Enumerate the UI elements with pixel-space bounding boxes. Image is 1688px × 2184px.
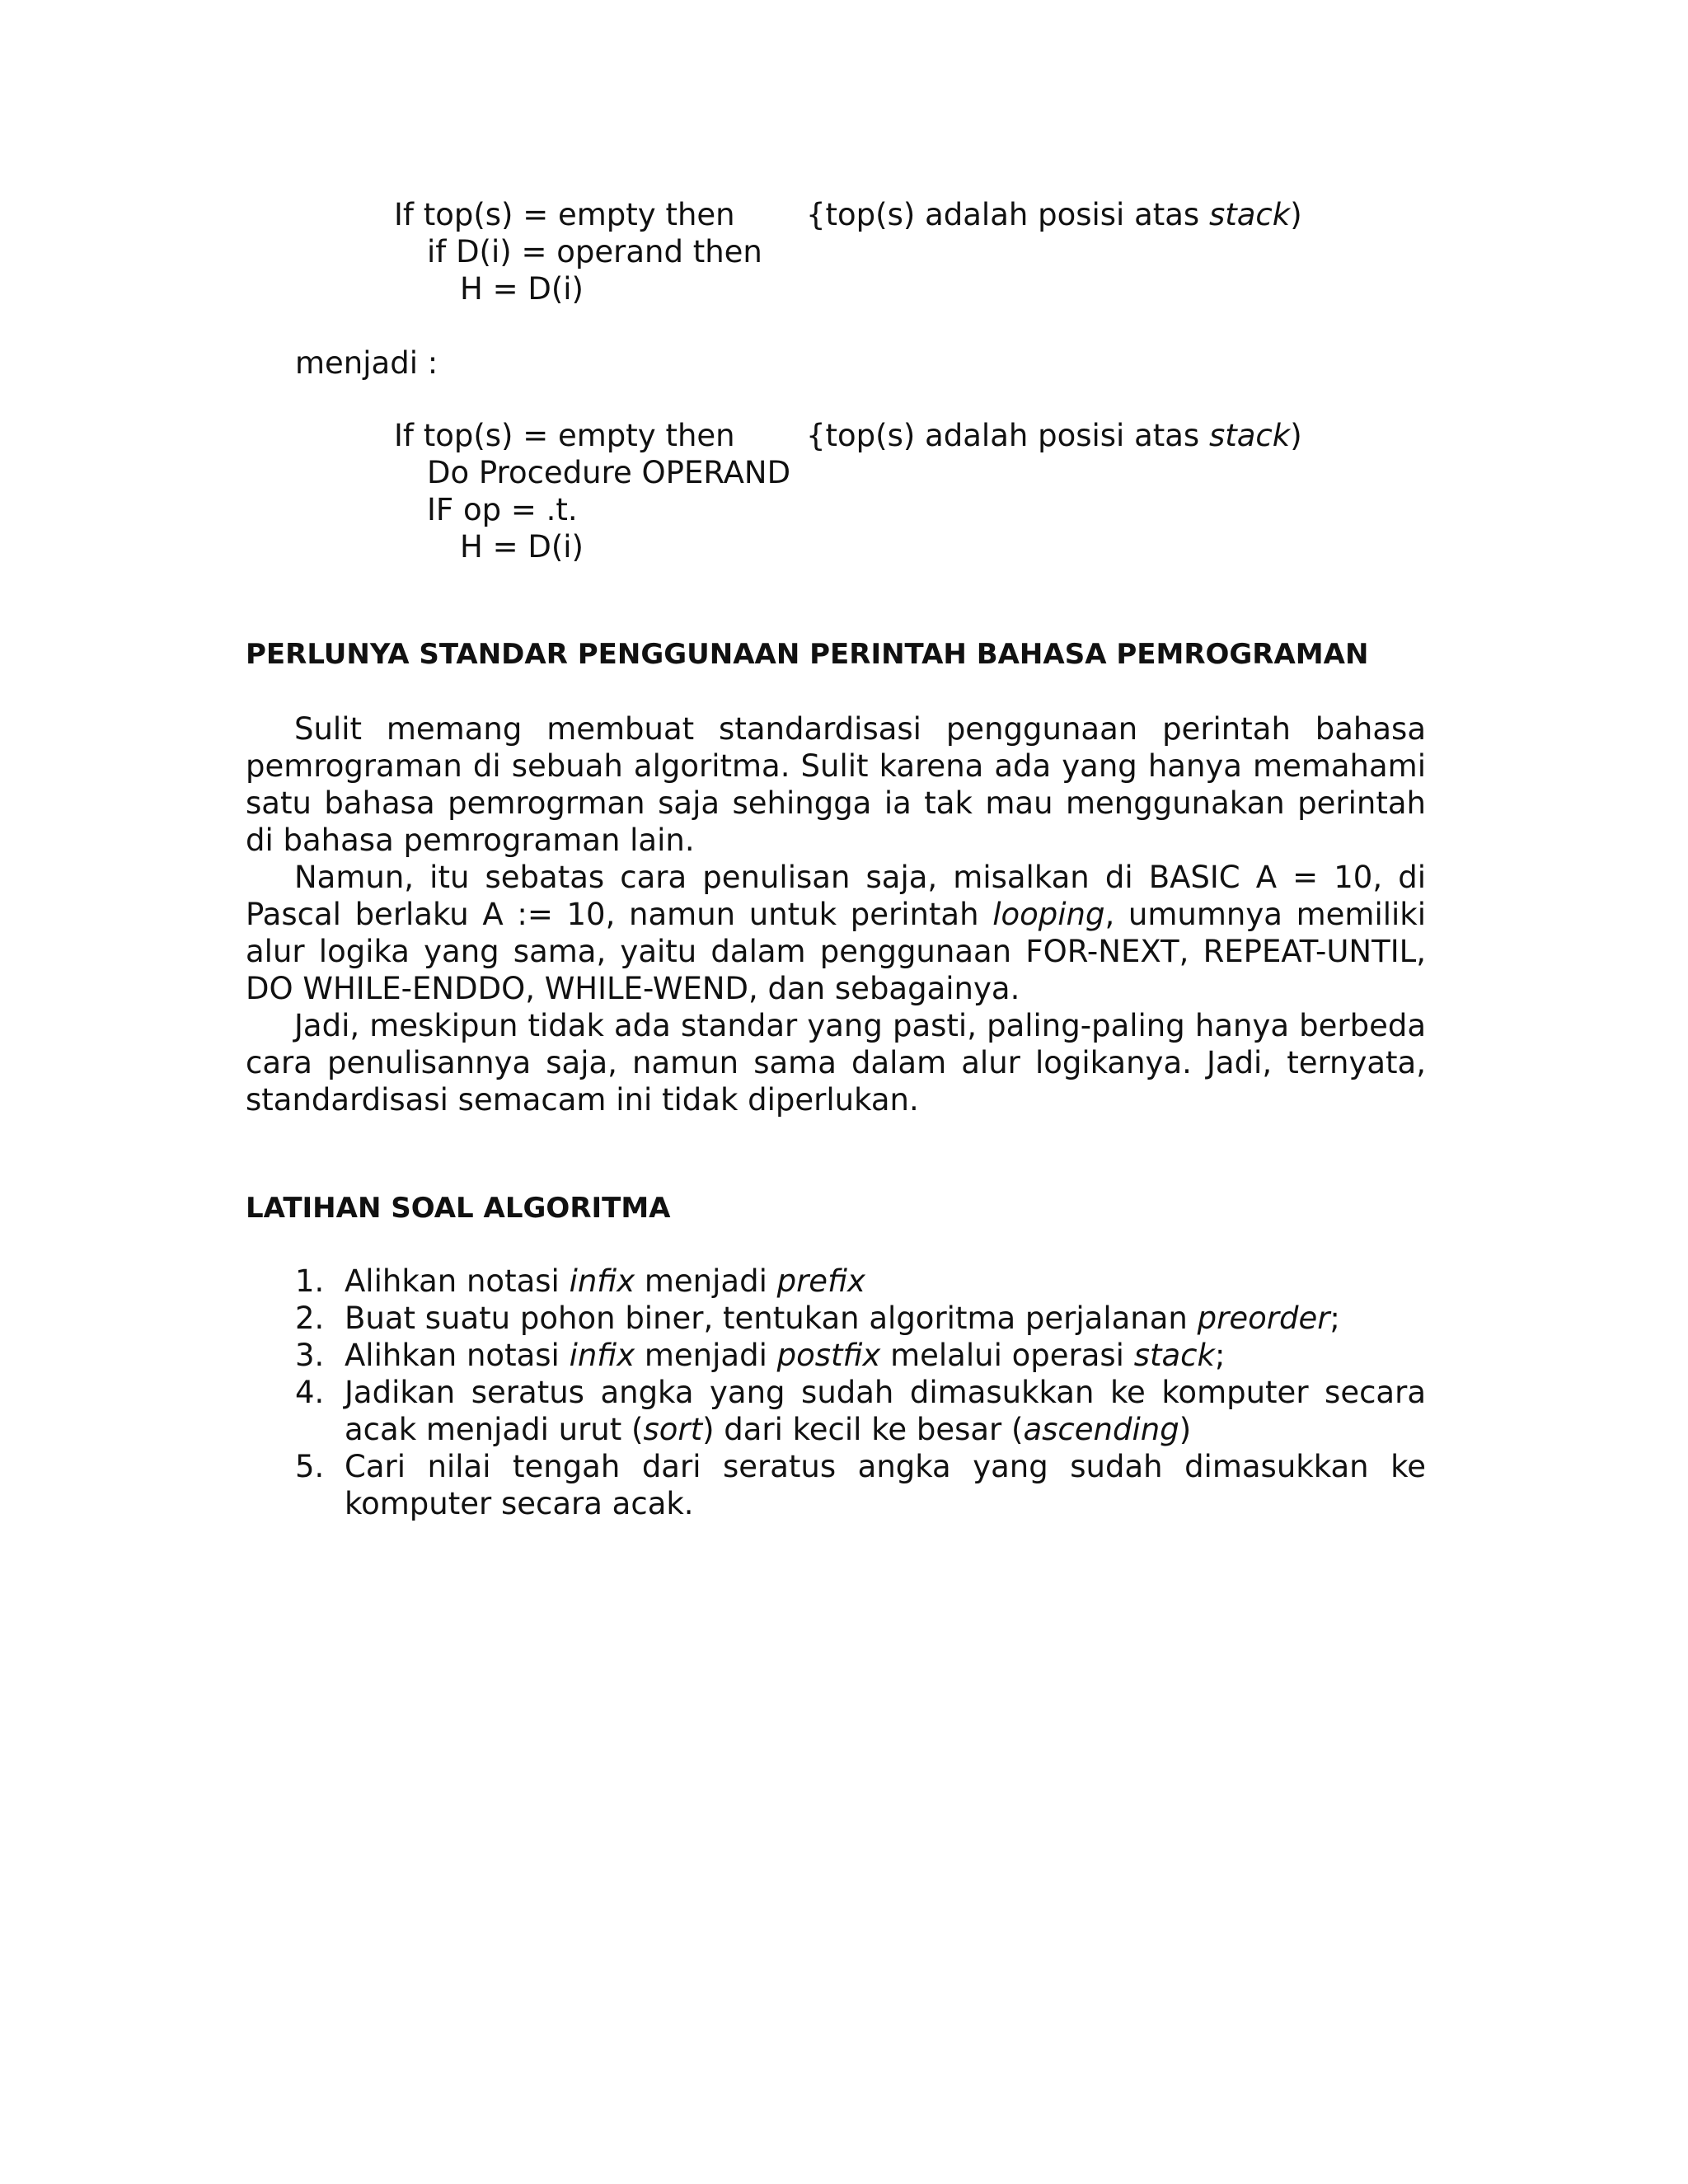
list-item-number: 5. xyxy=(295,1449,325,1484)
list-item xyxy=(246,1448,1426,1522)
list-item-text: ) xyxy=(1179,1412,1192,1447)
list-item-number: 3. xyxy=(295,1338,325,1373)
list-item xyxy=(246,1374,1426,1448)
list-item-text: Alihkan notasi xyxy=(345,1338,570,1373)
list-item-italic: infix xyxy=(569,1263,635,1299)
code1-comment-text: {top(s) adalah posisi atas xyxy=(806,197,1209,232)
list-item-italic: prefix xyxy=(776,1263,865,1299)
transition-text: menjadi : xyxy=(295,345,438,381)
list-item-italic: infix xyxy=(569,1338,635,1373)
list-item-italic: sort xyxy=(643,1412,703,1447)
code2-comment-italic: stack xyxy=(1208,418,1291,453)
list-item-italic: stack xyxy=(1133,1338,1215,1373)
list-item-text: menjadi xyxy=(635,1338,777,1373)
list-item-text: ) dari kecil ke besar ( xyxy=(702,1412,1024,1447)
list-item-number: 4. xyxy=(295,1375,325,1410)
section1-para1: Sulit memang membuat standardisasi penggunaan perintah bahasa pemrograman di sebuah algoritma. Sulit karena ada yang hanya memahami satu bahasa pemrogrman saja sehingga ia tak mau menggunakan perintah di bahasa pemrograman lain. xyxy=(246,711,1426,858)
code1-line1: If top(s) = empty then xyxy=(394,197,735,232)
section1-para2-b: , umumnya memiliki alur logika yang sama, yaitu dalam penggunaan FOR-NEXT, REPEAT-UNTIL, DO WHILE-ENDDO, WHILE-WEND, dan sebagainya. xyxy=(246,897,1427,1006)
code2-comment-text: {top(s) adalah posisi atas xyxy=(806,418,1209,453)
section1-para2-a: Namun, itu sebatas cara penulisan saja, misalkan di BASIC A = 10, di Pascal berlaku A := 10, namun untuk perintah xyxy=(246,860,1426,932)
code1-line3: H = D(i) xyxy=(460,271,584,307)
code2-comment xyxy=(806,417,1302,454)
section1-heading: PERLUNYA STANDAR PENGGUNAAN PERINTAH BAHASA PEMROGRAMAN xyxy=(246,638,1369,671)
code1-comment-end: ) xyxy=(1290,197,1302,232)
section1-para3: Jadi, meskipun tidak ada standar yang pasti, paling-paling hanya berbeda cara penulisannya saja, namun sama dalam alur logikanya. Jadi, ternyata, standardisasi semacam ini tidak diperlukan. xyxy=(246,1008,1426,1118)
code1-line2: if D(i) = operand then xyxy=(427,234,762,269)
list-item xyxy=(246,1300,1426,1337)
list-item-text: Alihkan notasi xyxy=(345,1263,570,1299)
section1-para2 xyxy=(246,859,1426,1007)
exercise-list xyxy=(246,1263,1426,1522)
list-item-number: 2. xyxy=(295,1301,325,1336)
section1-para2-italic: looping xyxy=(992,897,1105,932)
list-item-number: 1. xyxy=(295,1263,325,1299)
list-item xyxy=(246,1337,1426,1374)
code2-line1: If top(s) = empty then xyxy=(394,418,735,453)
list-item-italic: postfix xyxy=(776,1338,881,1373)
list-item-text: menjadi xyxy=(635,1263,777,1299)
list-item-text: ; xyxy=(1214,1338,1226,1373)
code2-line3: IF op = .t. xyxy=(427,492,578,527)
list-item-text: Jadikan seratus angka yang sudah dimasukkan ke komputer secara acak menjadi urut ( xyxy=(345,1375,1426,1447)
list-item-text: Buat suatu pohon biner, tentukan algoritma perjalanan xyxy=(345,1301,1198,1336)
code1-comment xyxy=(806,196,1302,233)
list-item xyxy=(246,1263,1426,1300)
list-item-text: melalui operasi xyxy=(880,1338,1134,1373)
section2-heading: LATIHAN SOAL ALGORITMA xyxy=(246,1192,671,1225)
list-item-italic: ascending xyxy=(1023,1412,1179,1447)
code2-line2: Do Procedure OPERAND xyxy=(427,455,791,490)
list-item-text: Cari nilai tengah dari seratus angka yang sudah dimasukkan ke komputer secara acak. xyxy=(345,1449,1426,1521)
code1-comment-italic: stack xyxy=(1208,197,1291,232)
code2-comment-end: ) xyxy=(1290,418,1302,453)
list-item-italic: preorder xyxy=(1197,1301,1330,1336)
list-item-text: ; xyxy=(1329,1301,1340,1336)
code2-line4: H = D(i) xyxy=(460,529,584,565)
